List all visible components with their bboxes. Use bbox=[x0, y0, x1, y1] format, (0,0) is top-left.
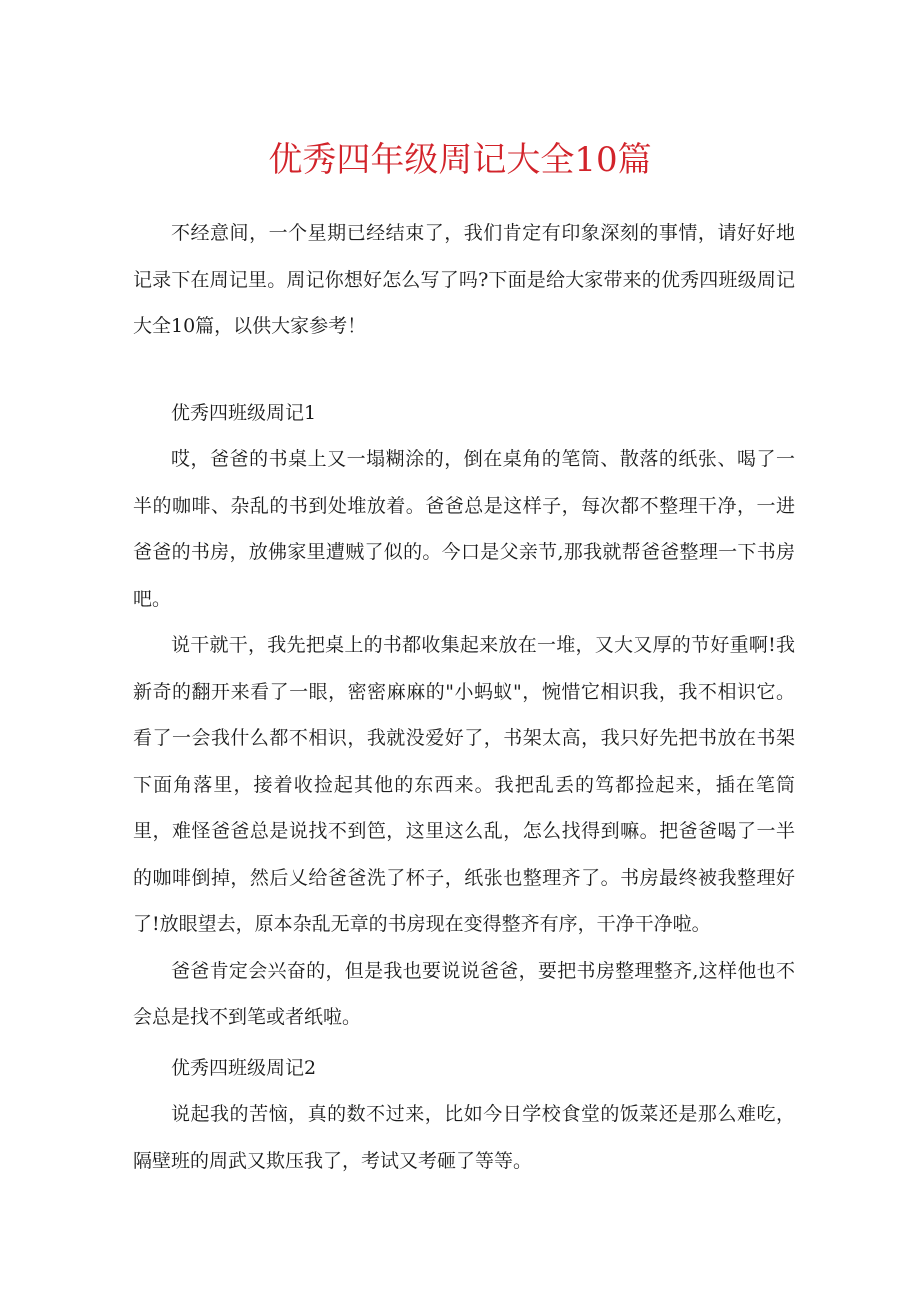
document-title: 优秀四年级周记大全10篇 bbox=[268, 140, 652, 180]
section-spacer bbox=[133, 350, 795, 390]
section-heading-1: 优秀四班级周记1 bbox=[171, 401, 317, 424]
document-body bbox=[133, 210, 795, 1184]
section-heading-2: 优秀四班级周记2 bbox=[171, 1056, 317, 1079]
section-1-paragraph-2: 说干就干，我先把桌上的书都收集起来放在一堆，又大又厚的节好重啊!我新奇的翻开来看了一眼，密密麻麻的"小蚂蚁"，惋惜它相识我，我不相识它。看了一会我什么都不相识，我就没爱好了，书架太高，我只好先把书放在书架下面角落里，接着收捡起其他的东西来。我把乱丢的笃都捡起来，插在笔筒里，难怪爸爸总是说找不到笆，这里这么乱，怎么找得到嘛。把爸爸喝了一半的咖啡倒掉，然后乂给爸爸洗了杯子，纸张也整理齐了。书房最终被我整理好了!放眼望去，原本杂乱无章的书房现在变得整齐有序，干净干净啦。 bbox=[133, 634, 795, 935]
intro-paragraph: 不经意间，一个星期已经结束了，我们肯定有印象深刻的事情，请好好地记录下在周记里。周记你想好怎么写了吗?下面是给大家带来的优秀四班级周记大全10篇，以供大家参考！ bbox=[133, 222, 795, 337]
section-1-paragraph-3: 爸爸肯定会兴奋的，但是我也要说说爸爸，要把书房整理整齐,这样他也不会总是找不到笔或者纸啦。 bbox=[133, 959, 795, 1028]
section-1-paragraph-1: 哎，爸爸的书桌上又一塌糊涂的，倒在桌角的笔筒、散落的纸张、喝了一半的咖啡、杂乱的书到处堆放着。爸爸总是这样子，每次都不整理干净，一进爸爸的书房，放佛家里遭贼了似的。今口是父亲节,那我就帮爸爸整理一下书房吧。 bbox=[133, 448, 795, 610]
section-2-paragraph-1: 说起我的苦恼，真的数不过来，比如今日学校食堂的饭菜还是那么难吃，隔壁班的周武又欺压我了，考试又考砸了等等。 bbox=[133, 1103, 795, 1172]
